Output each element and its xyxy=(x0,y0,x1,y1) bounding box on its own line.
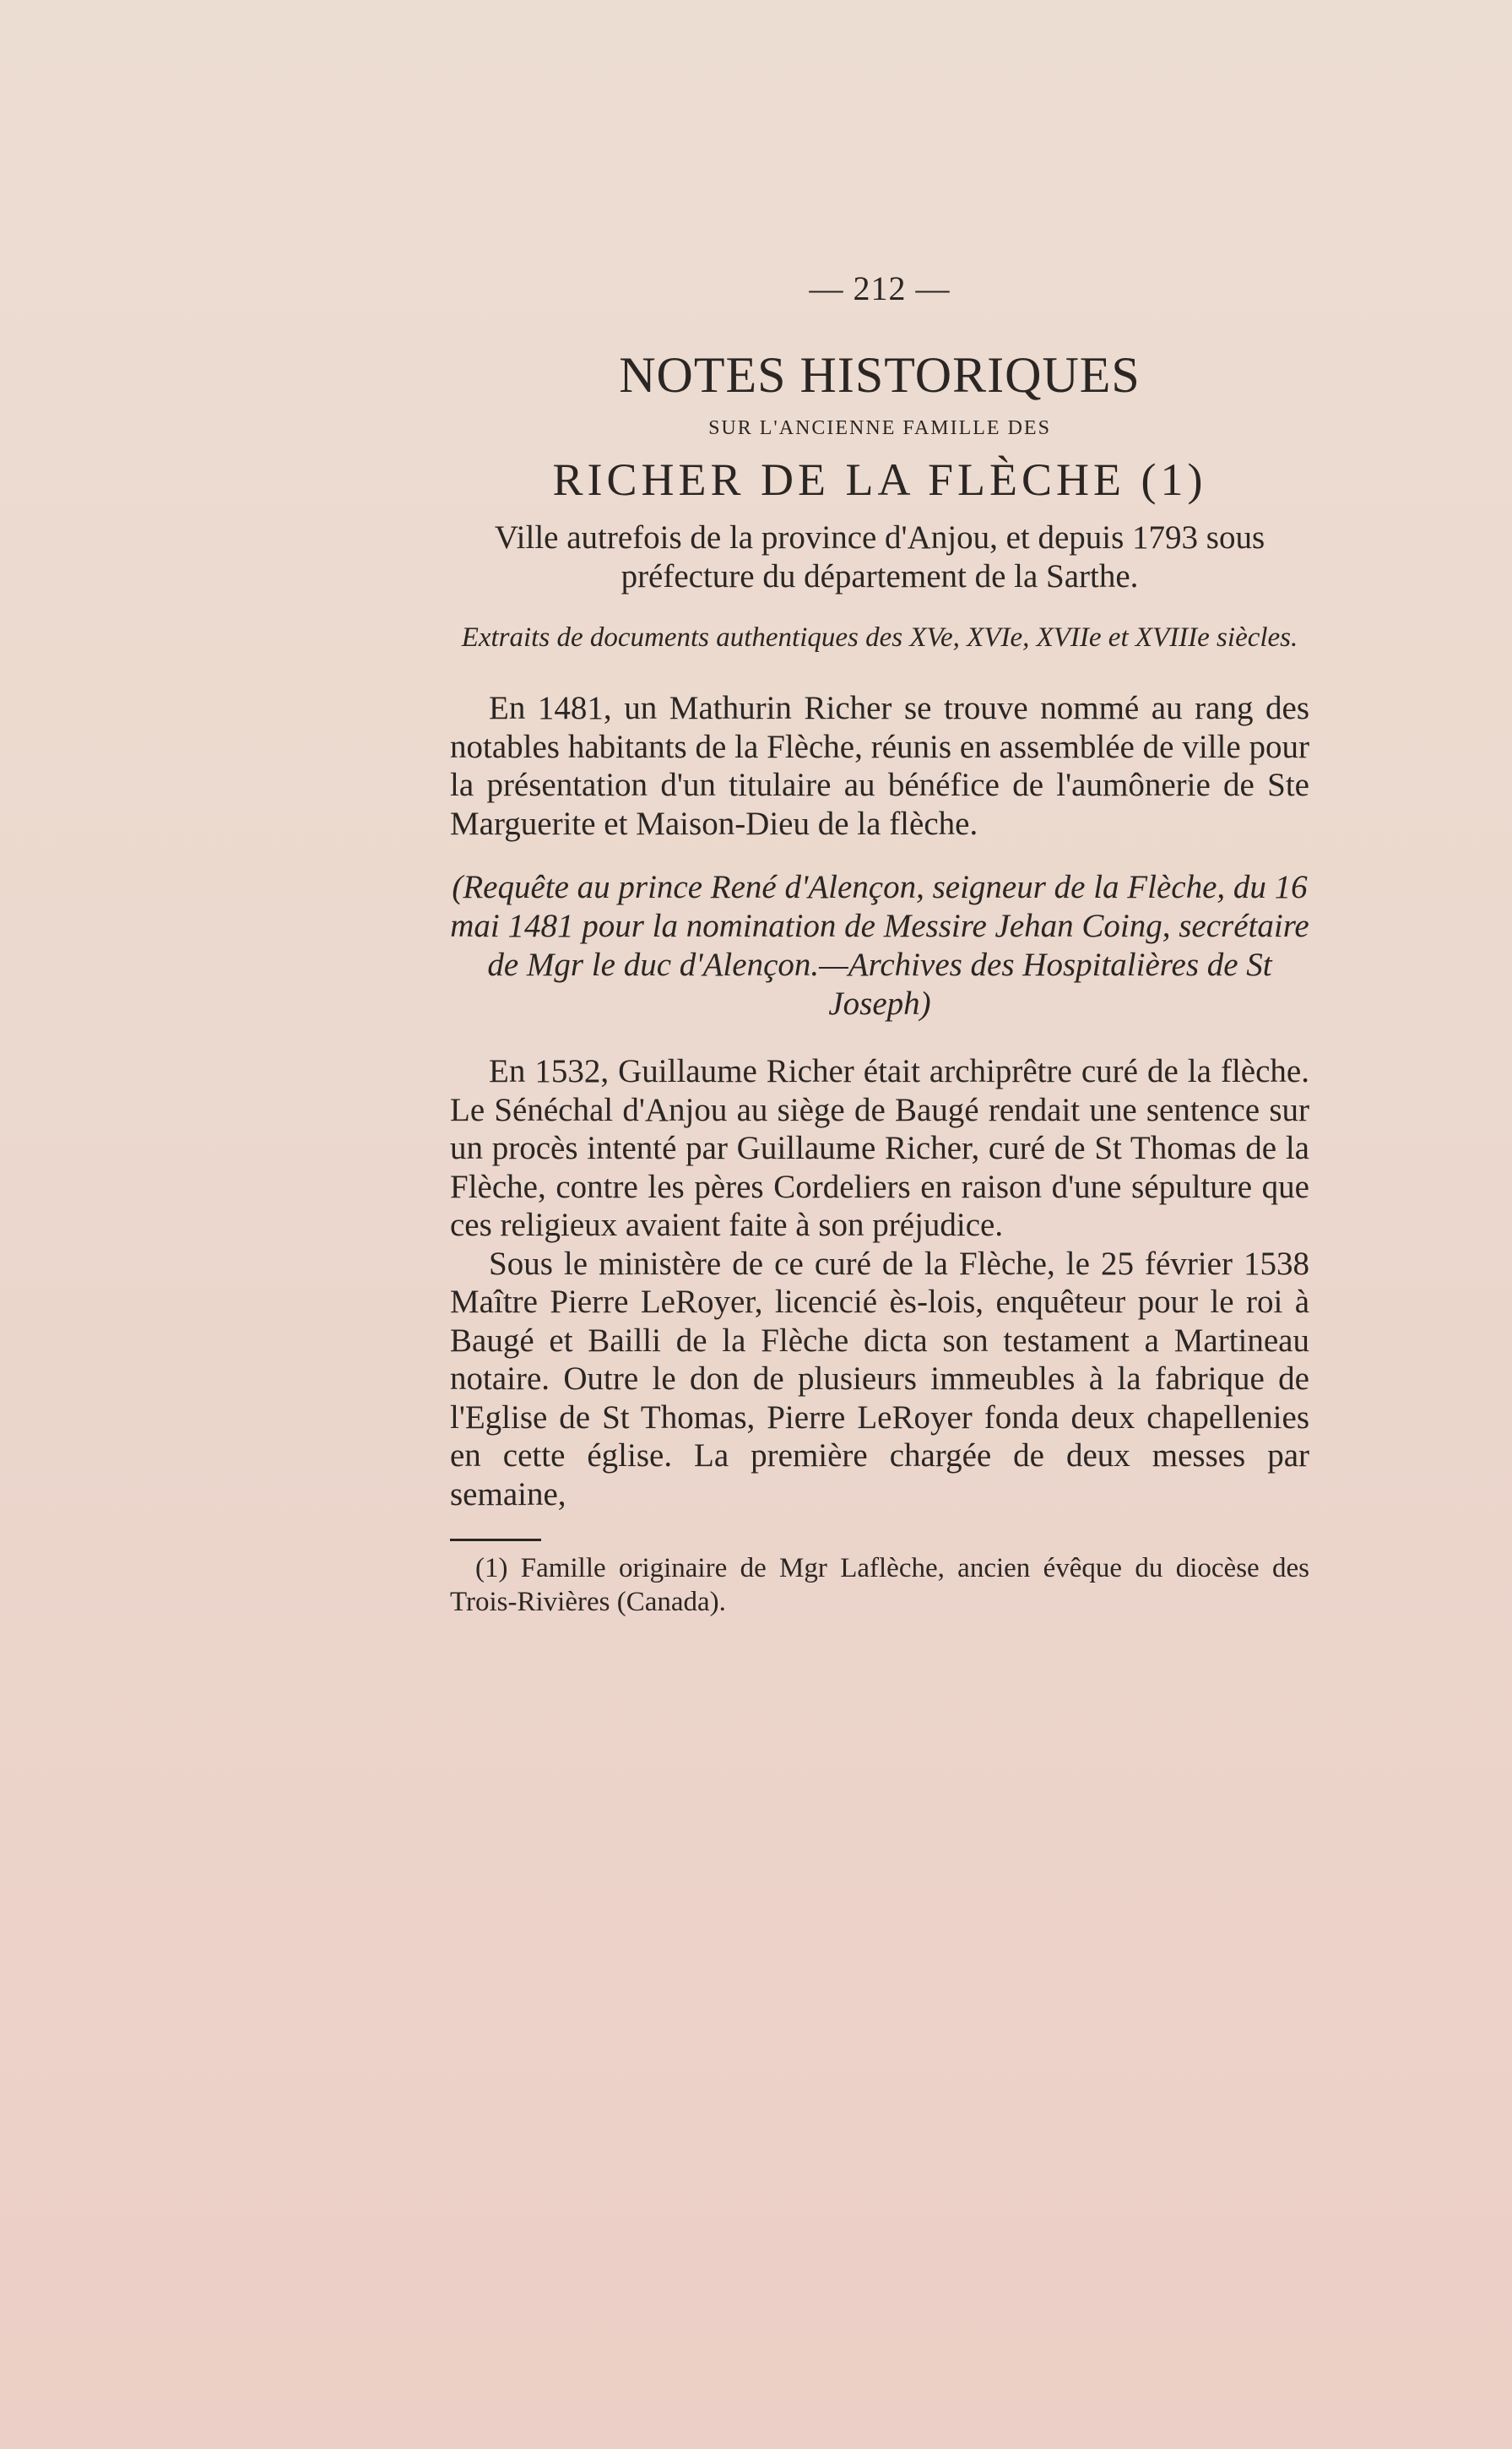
footnote-divider xyxy=(450,1539,541,1541)
page-text-column xyxy=(450,269,1309,1619)
paragraph-1538: Sous le ministère de ce curé de la Flèche, le 25 février 1538 Maître Pierre LeRoyer, licencié ès-lois, enquêteur pour le roi à Baugé et Bailli de la Flèche dicta son testament a Martineau notaire. Outre le don de plusieurs immeubles à la fabrique de l'Eglise de St Thomas, Pierre LeRoyer fonda deux chapellenies en cette église. La première chargée de deux messes par semaine, xyxy=(450,1245,1309,1512)
footnote-reference: (1) xyxy=(1141,454,1207,505)
footnote: (1) Famille originaire de Mgr Laflèche, ancien évêque du diocèse des Trois-Rivières (Canada). xyxy=(450,1553,1309,1618)
page-number: — 212 — xyxy=(809,269,951,307)
document-subtitle: SUR L'ANCIENNE FAMILLE DES xyxy=(708,417,1051,439)
paragraph-1481: En 1481, un Mathurin Richer se trouve nommé au rang des notables habitants de la Flèche, réunis en assemblée de ville pour la présentation d'un titulaire au bénéfice de l'aumônerie de Ste Marguerite et Maison-Dieu de la flèche. xyxy=(450,690,1309,842)
place-description: Ville autrefois de la province d'Anjou, et depuis 1793 sous préfecture du département de la Sarthe. xyxy=(494,519,1265,595)
paragraph-1532: En 1532, Guillaume Richer était archiprêtre curé de la flèche. Le Sénéchal d'Anjou au siège de Baugé rendait une sentence sur un procès intenté par Guillaume Richer, curé de St Thomas de la Flèche, contre les pères Cordeliers en raison d'une sépulture que ces religieux avaient faite à son préjudice. xyxy=(450,1053,1309,1244)
document-title: NOTES HISTORIQUES xyxy=(619,347,1141,403)
citation-requete: (Requête au prince René d'Alençon, seigneur de la Flèche, du 16 mai 1481 pour la nomination de Messire Jehan Coing, secrétaire de Mgr le duc d'Alençon.—Archives des Hospitalières de St Joseph) xyxy=(450,869,1309,1023)
family-name: RICHER DE LA FLÈCHE xyxy=(552,454,1126,505)
family-heading xyxy=(450,455,1309,505)
source-note: Extraits de documents authentiques des XVe, XVIe, XVIIe et XVIIIe siècles. xyxy=(461,622,1298,654)
